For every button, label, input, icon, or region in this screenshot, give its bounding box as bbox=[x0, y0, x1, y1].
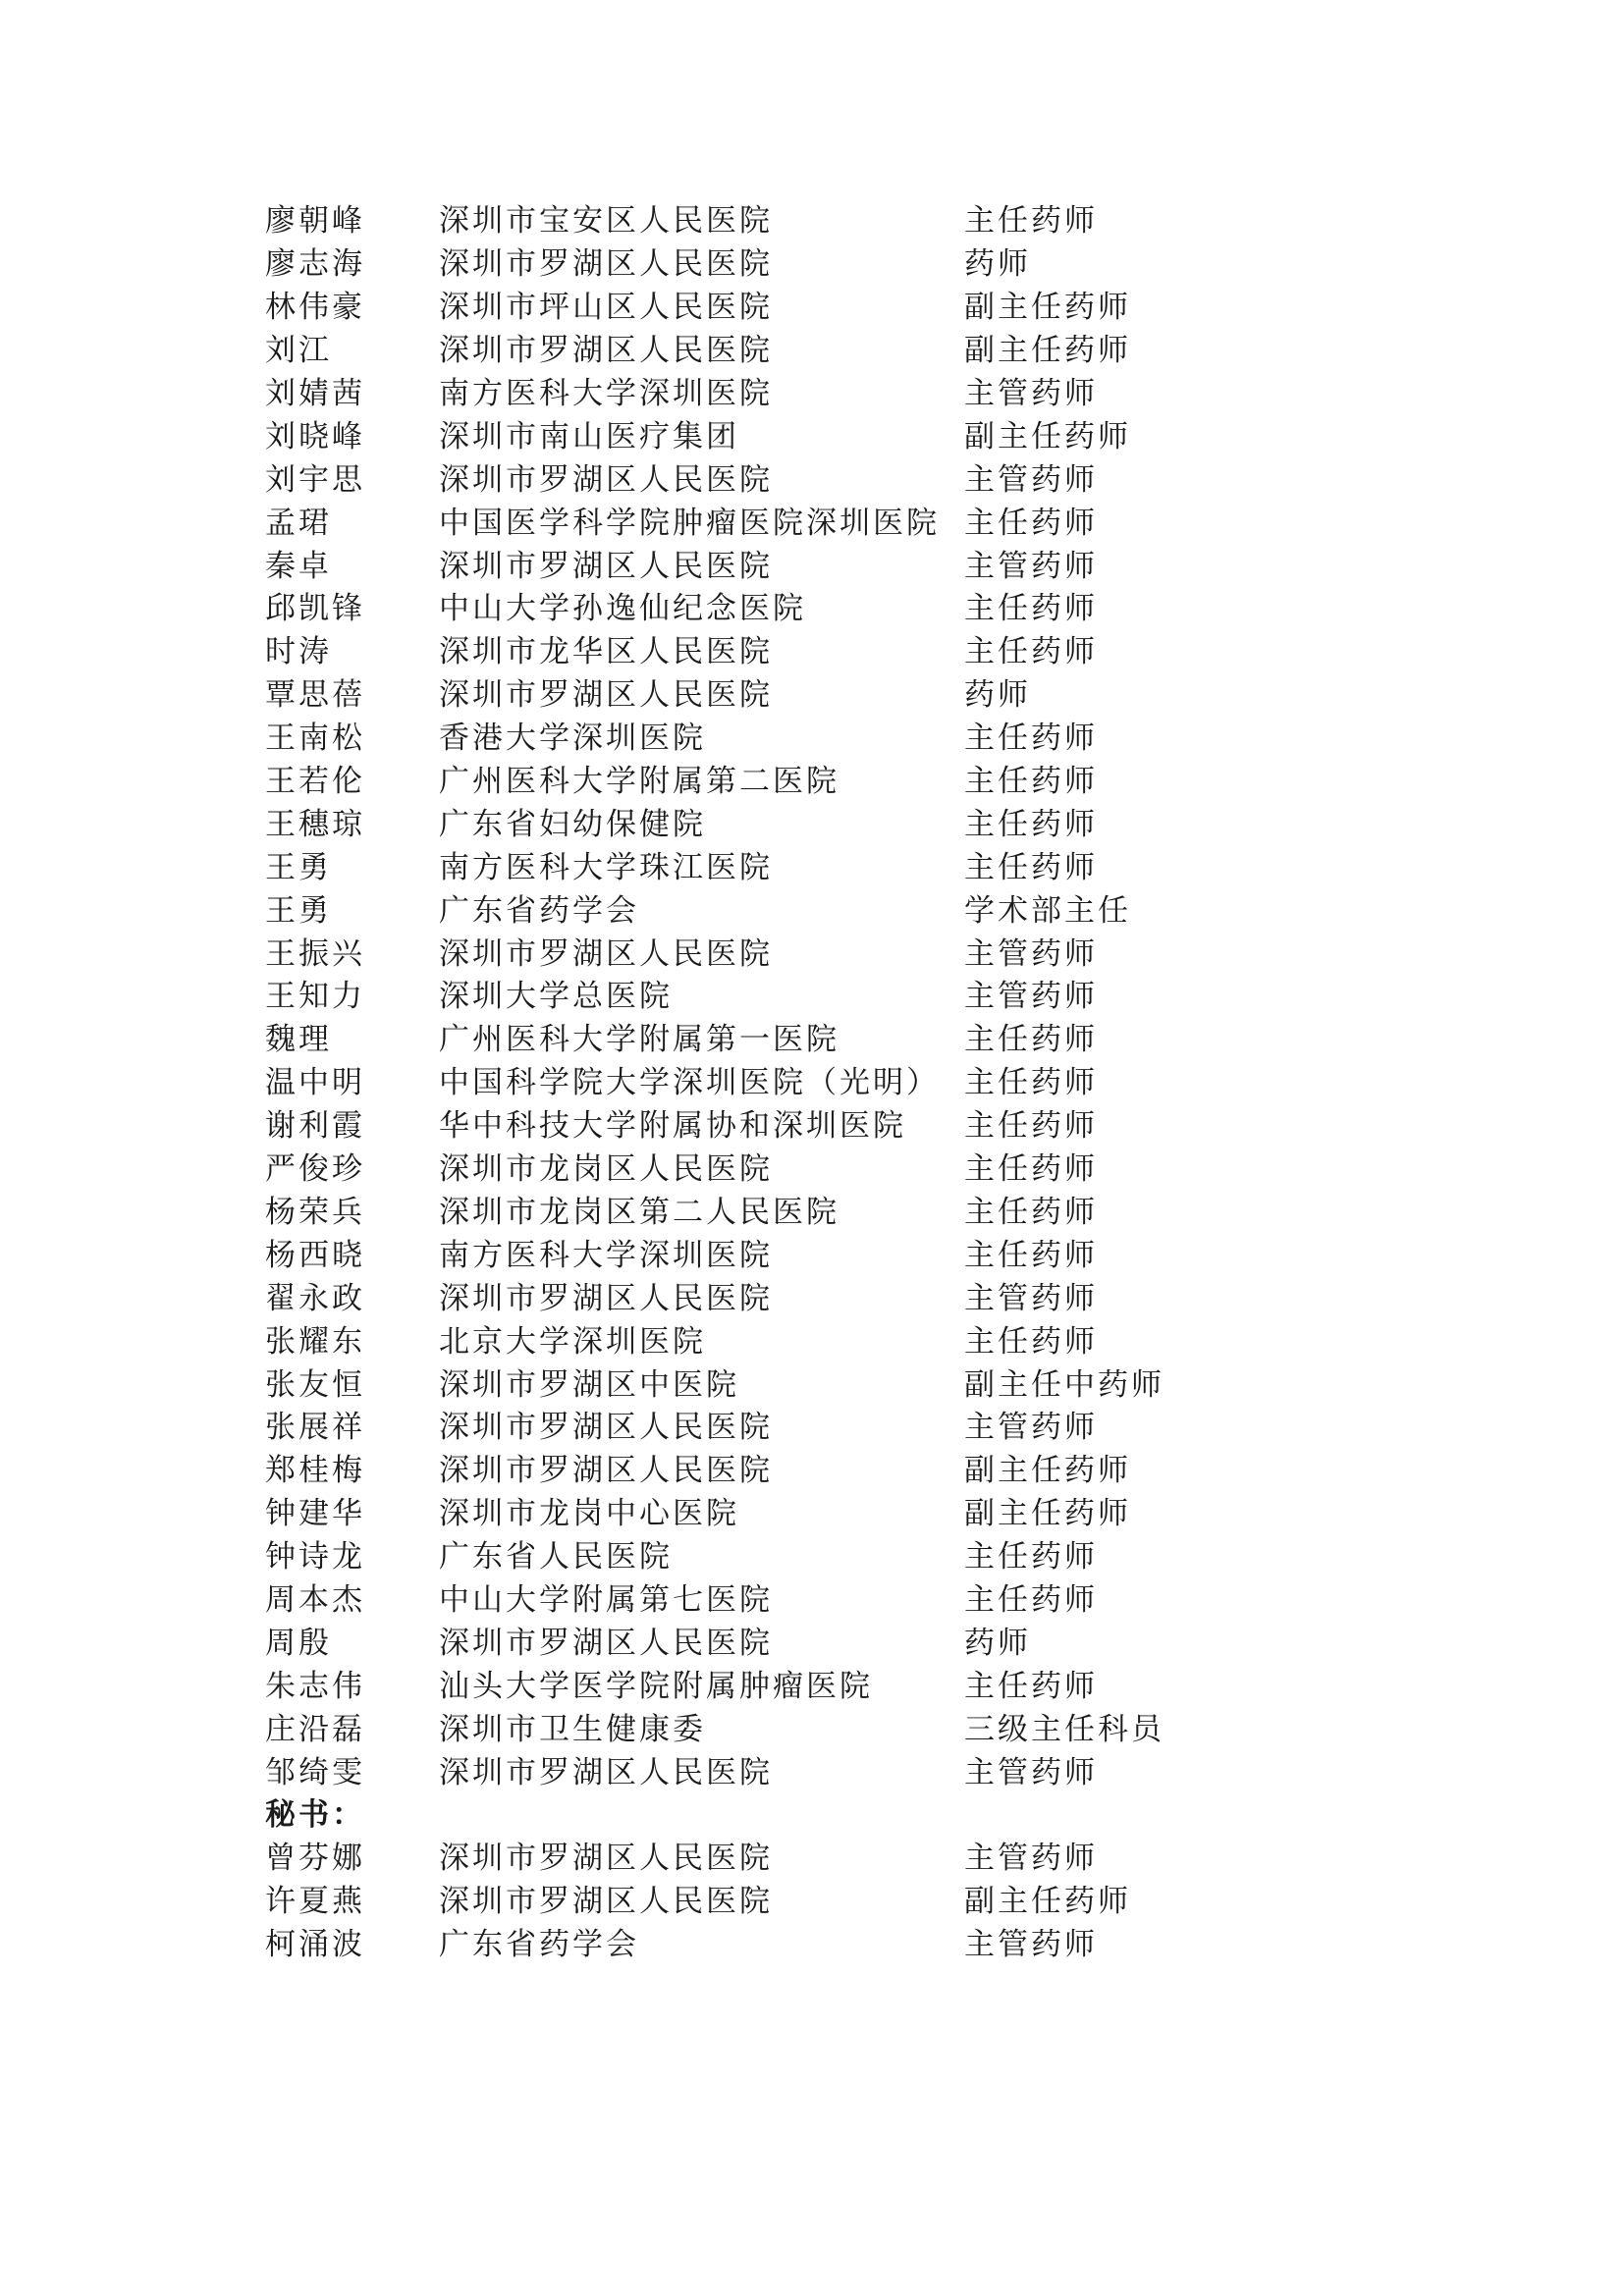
member-organization: 深圳市龙岗区人民医院 bbox=[439, 1151, 773, 1188]
member-organization: 香港大学深圳医院 bbox=[439, 721, 706, 757]
member-organization: 深圳市宝安区人民医院 bbox=[439, 203, 773, 240]
member-row bbox=[265, 972, 1394, 1015]
member-organization: 中国医学科学院肿瘤医院深圳医院 bbox=[439, 505, 940, 541]
member-organization: 中山大学孙逸仙纪念医院 bbox=[439, 591, 806, 627]
member-row bbox=[265, 1489, 1394, 1532]
member-title: 药师 bbox=[964, 1625, 1031, 1661]
member-name: 张友恒 bbox=[265, 1366, 365, 1403]
member-row bbox=[265, 196, 1394, 240]
member-row bbox=[265, 799, 1394, 842]
member-organization: 深圳市罗湖区人民医院 bbox=[439, 935, 773, 972]
member-name: 曾芬娜 bbox=[265, 1841, 365, 1877]
member-title: 主管药师 bbox=[964, 1410, 1098, 1446]
member-organization: 深圳市罗湖区人民医院 bbox=[439, 1884, 773, 1920]
member-row bbox=[265, 1316, 1394, 1360]
member-name: 严俊珍 bbox=[265, 1151, 365, 1188]
member-organization: 广东省人民医院 bbox=[439, 1539, 673, 1575]
member-name: 刘晓峰 bbox=[265, 418, 365, 454]
member-name: 廖朝峰 bbox=[265, 203, 365, 240]
member-row bbox=[265, 1273, 1394, 1316]
member-title: 主管药师 bbox=[964, 935, 1098, 972]
member-title: 药师 bbox=[964, 677, 1031, 714]
member-title: 副主任药师 bbox=[964, 1884, 1131, 1920]
member-organization: 北京大学深圳医院 bbox=[439, 1323, 706, 1360]
member-name: 杨西晓 bbox=[265, 1237, 365, 1273]
member-title: 副主任中药师 bbox=[964, 1366, 1164, 1403]
member-row bbox=[265, 1661, 1394, 1704]
member-organization: 深圳市罗湖区人民医院 bbox=[439, 1625, 773, 1661]
member-name: 王穗琼 bbox=[265, 806, 365, 842]
member-row bbox=[265, 1058, 1394, 1101]
member-row bbox=[265, 498, 1394, 541]
member-row bbox=[265, 714, 1394, 757]
member-title: 副主任药师 bbox=[964, 1453, 1131, 1489]
member-row bbox=[265, 240, 1394, 283]
member-organization: 广东省药学会 bbox=[439, 1927, 639, 1963]
member-name: 朱志伟 bbox=[265, 1668, 365, 1704]
member-title: 主任药师 bbox=[964, 764, 1098, 800]
member-name: 廖志海 bbox=[265, 246, 365, 283]
member-title: 主管药师 bbox=[964, 979, 1098, 1015]
committee-members bbox=[265, 196, 1394, 1790]
member-organization: 深圳市龙岗区第二人民医院 bbox=[439, 1194, 839, 1230]
member-organization: 深圳市罗湖区人民医院 bbox=[439, 333, 773, 369]
member-title: 主任药师 bbox=[964, 721, 1098, 757]
member-row bbox=[265, 842, 1394, 885]
member-name: 王知力 bbox=[265, 979, 365, 1015]
member-organization: 深圳市罗湖区人民医院 bbox=[439, 548, 773, 584]
member-row bbox=[265, 1015, 1394, 1058]
member-title: 主管药师 bbox=[964, 376, 1098, 412]
member-title: 主任药师 bbox=[964, 203, 1098, 240]
member-row bbox=[265, 1145, 1394, 1188]
member-title: 主任药师 bbox=[964, 1108, 1098, 1145]
member-title: 主任药师 bbox=[964, 1194, 1098, 1230]
member-title: 主任药师 bbox=[964, 505, 1098, 541]
member-row bbox=[265, 1575, 1394, 1619]
member-title: 主任药师 bbox=[964, 1323, 1098, 1360]
member-organization: 南方医科大学深圳医院 bbox=[439, 376, 773, 412]
member-title: 主任药师 bbox=[964, 1022, 1098, 1058]
member-row bbox=[265, 670, 1394, 714]
member-row bbox=[265, 584, 1394, 627]
member-row bbox=[265, 283, 1394, 326]
member-row bbox=[265, 1877, 1394, 1920]
member-name: 王勇 bbox=[265, 849, 332, 885]
member-name: 钟诗龙 bbox=[265, 1539, 365, 1575]
member-name: 王勇 bbox=[265, 892, 332, 929]
member-name: 刘江 bbox=[265, 333, 332, 369]
member-organization: 广东省妇幼保健院 bbox=[439, 806, 706, 842]
member-name: 王南松 bbox=[265, 721, 365, 757]
member-name: 林伟豪 bbox=[265, 290, 365, 326]
member-title: 副主任药师 bbox=[964, 1496, 1131, 1532]
member-name: 张耀东 bbox=[265, 1323, 365, 1360]
member-title: 主任药师 bbox=[964, 1151, 1098, 1188]
member-name: 时涛 bbox=[265, 634, 332, 670]
member-title: 主任药师 bbox=[964, 1668, 1098, 1704]
member-organization: 中山大学附属第七医院 bbox=[439, 1581, 773, 1618]
member-organization: 深圳市南山医疗集团 bbox=[439, 418, 739, 454]
member-name: 翟永政 bbox=[265, 1280, 365, 1316]
member-row bbox=[265, 627, 1394, 670]
member-name: 王振兴 bbox=[265, 935, 365, 972]
member-organization: 华中科技大学附属协和深圳医院 bbox=[439, 1108, 906, 1145]
member-name: 周本杰 bbox=[265, 1581, 365, 1618]
secretary-heading: 秘书： bbox=[265, 1797, 365, 1834]
member-organization: 汕头大学医学院附属肿瘤医院 bbox=[439, 1668, 873, 1704]
member-row bbox=[265, 1403, 1394, 1446]
member-organization: 深圳市坪山区人民医院 bbox=[439, 290, 773, 326]
member-title: 三级主任科员 bbox=[964, 1711, 1164, 1747]
member-title: 主任药师 bbox=[964, 1539, 1098, 1575]
member-name: 邱凯锋 bbox=[265, 591, 365, 627]
member-row bbox=[265, 1532, 1394, 1575]
member-name: 王若伦 bbox=[265, 764, 365, 800]
member-row bbox=[265, 1747, 1394, 1790]
member-title: 主管药师 bbox=[964, 461, 1098, 498]
member-title: 主管药师 bbox=[964, 1841, 1098, 1877]
member-title: 主管药师 bbox=[964, 1280, 1098, 1316]
member-name: 柯涌波 bbox=[265, 1927, 365, 1963]
member-organization: 深圳市罗湖区人民医院 bbox=[439, 1841, 773, 1877]
member-row bbox=[265, 454, 1394, 498]
member-organization: 深圳市龙华区人民医院 bbox=[439, 634, 773, 670]
member-title: 主管药师 bbox=[964, 1927, 1098, 1963]
member-title: 副主任药师 bbox=[964, 333, 1131, 369]
member-row bbox=[265, 1446, 1394, 1489]
member-name: 杨荣兵 bbox=[265, 1194, 365, 1230]
member-row bbox=[265, 1187, 1394, 1230]
member-organization: 深圳市罗湖区人民医院 bbox=[439, 1453, 773, 1489]
member-name: 周殷 bbox=[265, 1625, 332, 1661]
secretary-members bbox=[265, 1834, 1394, 1963]
member-row bbox=[265, 1618, 1394, 1661]
member-title: 主任药师 bbox=[964, 634, 1098, 670]
member-name: 钟建华 bbox=[265, 1496, 365, 1532]
member-row bbox=[265, 541, 1394, 584]
member-title: 学术部主任 bbox=[964, 892, 1131, 929]
member-row bbox=[265, 1230, 1394, 1273]
member-title: 药师 bbox=[964, 246, 1031, 283]
member-name: 刘宇思 bbox=[265, 461, 365, 498]
member-title: 主任药师 bbox=[964, 1237, 1098, 1273]
member-name: 许夏燕 bbox=[265, 1884, 365, 1920]
member-row bbox=[265, 1704, 1394, 1747]
member-name: 郑桂梅 bbox=[265, 1453, 365, 1489]
member-organization: 广东省药学会 bbox=[439, 892, 639, 929]
member-organization: 深圳市罗湖区人民医院 bbox=[439, 461, 773, 498]
member-organization: 深圳市卫生健康委 bbox=[439, 1711, 706, 1747]
member-row bbox=[265, 929, 1394, 972]
member-row bbox=[265, 411, 1394, 454]
member-name: 魏理 bbox=[265, 1022, 332, 1058]
member-organization: 广州医科大学附属第二医院 bbox=[439, 764, 839, 800]
member-title: 主任药师 bbox=[964, 1581, 1098, 1618]
member-row bbox=[265, 1101, 1394, 1145]
member-row bbox=[265, 1360, 1394, 1403]
member-organization: 深圳市罗湖区人民医院 bbox=[439, 1280, 773, 1316]
member-organization: 深圳市罗湖区人民医院 bbox=[439, 246, 773, 283]
member-row bbox=[265, 369, 1394, 412]
member-name: 孟珺 bbox=[265, 505, 332, 541]
member-organization: 广州医科大学附属第一医院 bbox=[439, 1022, 839, 1058]
member-title: 主管药师 bbox=[964, 548, 1098, 584]
member-name: 覃思蓓 bbox=[265, 677, 365, 714]
member-organization: 深圳市罗湖区人民医院 bbox=[439, 677, 773, 714]
member-name: 秦卓 bbox=[265, 548, 332, 584]
member-organization: 深圳市罗湖区中医院 bbox=[439, 1366, 739, 1403]
member-row bbox=[265, 885, 1394, 929]
member-title: 副主任药师 bbox=[964, 418, 1131, 454]
member-row bbox=[265, 1834, 1394, 1877]
member-list bbox=[265, 196, 1394, 1963]
member-name: 谢利霞 bbox=[265, 1108, 365, 1145]
member-name: 刘婧茜 bbox=[265, 376, 365, 412]
member-title: 主任药师 bbox=[964, 806, 1098, 842]
member-organization: 深圳大学总医院 bbox=[439, 979, 673, 1015]
member-title: 主任药师 bbox=[964, 591, 1098, 627]
member-title: 主任药师 bbox=[964, 849, 1098, 885]
member-title: 主任药师 bbox=[964, 1065, 1098, 1101]
member-organization: 深圳市罗湖区人民医院 bbox=[439, 1410, 773, 1446]
member-organization: 中国科学院大学深圳医院（光明） bbox=[439, 1065, 940, 1101]
member-name: 温中明 bbox=[265, 1065, 365, 1101]
member-organization: 南方医科大学深圳医院 bbox=[439, 1237, 773, 1273]
member-organization: 深圳市罗湖区人民医院 bbox=[439, 1754, 773, 1790]
member-title: 副主任药师 bbox=[964, 290, 1131, 326]
member-title: 主管药师 bbox=[964, 1754, 1098, 1790]
member-row bbox=[265, 1920, 1394, 1963]
member-row bbox=[265, 757, 1394, 800]
member-name: 庄沿磊 bbox=[265, 1711, 365, 1747]
member-organization: 南方医科大学珠江医院 bbox=[439, 849, 773, 885]
member-name: 邹绮雯 bbox=[265, 1754, 365, 1790]
member-row bbox=[265, 326, 1394, 369]
member-name: 张展祥 bbox=[265, 1410, 365, 1446]
member-organization: 深圳市龙岗中心医院 bbox=[439, 1496, 739, 1532]
